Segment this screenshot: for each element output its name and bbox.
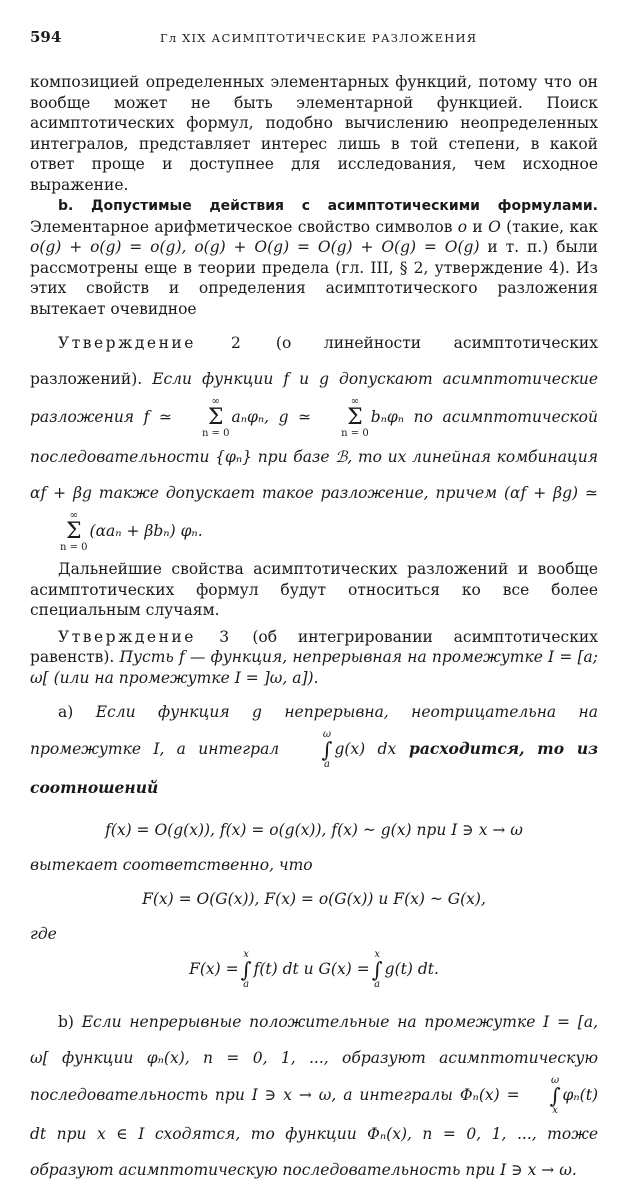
statement-3-label: Утверждение 3	[58, 627, 232, 646]
page-number: 594	[30, 28, 62, 46]
page-body	[30, 72, 598, 1188]
item-a-text-1: Если функция g непрерывна, неотрицательна на промежутке I, а интеграл	[30, 703, 598, 758]
statement-2-term-3: (αaₙ + βbₙ) φₙ.	[89, 522, 203, 540]
integral-symbol: ω ∫ x	[549, 1075, 561, 1116]
statement-2-g: g ≃	[269, 408, 312, 426]
statement-3	[30, 627, 598, 689]
section-b-formula: o(g) + o(g) = o(g), o(g) + O(g) = O(g) + O(g) = O(g)	[30, 238, 480, 256]
formula-definitions: F(x) = x ∫ a f(t) dt и G(x) = x ∫ a g(t) dt.	[189, 949, 439, 990]
statement-2-f: f ≃	[143, 408, 172, 426]
section-b-paragraph	[30, 195, 598, 319]
item-b-prefix: b)	[58, 1013, 82, 1031]
formula-relations: f(x) = O(g(x)), f(x) = o(g(x)), f(x) ~ g(x) при I ∋ x → ω	[105, 821, 523, 839]
statement-3-paren: (об интегрировании асимптотических равенств).	[30, 627, 598, 666]
sum-symbol: ∞ Σ n = 0	[201, 396, 230, 439]
statement-2-term-1: aₙφₙ,	[231, 408, 270, 426]
paragraph-1: композицией определенных элементарных функций, потому что он вообще может не быть элементарной функцией. Поиск асимптотических формул, подобно вычислению неопределенных интегралов, представляет интерес лишь в той степени, в какой ответ проще и доступнее для исследования, чем исходное выражение.	[30, 73, 598, 194]
sum-symbol: ∞ Σ n = 0	[341, 396, 369, 439]
item-b	[30, 1004, 598, 1188]
statement-2	[30, 325, 598, 553]
text-and: и	[467, 217, 489, 236]
item-a-text-2: g(x) dx	[334, 740, 397, 758]
sum-symbol: ∞ Σ n = 0	[60, 510, 88, 553]
statement-2-text-2: по асимптотической последовательности {φₙ} при базе ℬ, то их линейная комбинация αf + βg также допускает такое разложение, причем (αf + βg) ≃	[30, 408, 599, 502]
statement-3-text: Пусть f — функция, непрерывная на промежутке I = [a; ω[ (или на промежутке I = ]ω, a]).	[30, 648, 599, 687]
integral-symbol: x ∫ a	[371, 949, 383, 990]
item-a-diverges: расходится, то из соотношений	[30, 739, 598, 797]
section-b-text-2: (такие, как	[500, 217, 599, 236]
symbol-o: o	[457, 217, 468, 236]
item-a	[30, 694, 598, 806]
item-b-text-2: φₙ(t) dt при x ∈ I сходятся, то функции Φₙ(x), n = 0, 1, ..., тоже образуют асимптотическую последовательность при I ∋ x → ω.	[30, 1086, 598, 1179]
integral-symbol: ω ∫ a	[321, 729, 333, 770]
item-a-prefix: a)	[58, 703, 96, 721]
running-title: Гл XIX АСИМПТОТИЧЕСКИЕ РАЗЛОЖЕНИЯ	[160, 31, 478, 45]
section-b-heading: b. Допустимые действия с асимптотическими формулами.	[58, 198, 598, 214]
where-text: где	[30, 924, 57, 943]
statement-2-paren: (о линейности асимптотических разложений).	[30, 334, 598, 388]
symbol-O: O	[488, 217, 501, 236]
follows-text: вытекает соответственно, что	[30, 855, 313, 874]
integral-symbol: x ∫ a	[240, 949, 252, 990]
statement-2-term-2: bₙφₙ	[370, 408, 405, 426]
statement-2-label: Утверждение 2	[58, 334, 244, 352]
formula-conclusions: F(x) = O(G(x)), F(x) = o(G(x)) и F(x) ~ G(x),	[142, 890, 486, 908]
section-b-text-1: Элементарное арифметическое свойство символов	[30, 217, 458, 236]
paragraph-further: Дальнейшие свойства асимптотических разложений и вообще асимптотических формул будут относиться ко все более специальным случаям.	[30, 560, 598, 619]
statement-2-text-1: Если функции f и g допускают асимптотические разложения	[30, 370, 598, 426]
item-b-text-1: Если непрерывные положительные на промежутке I = [a, ω[ функции φₙ(x), n = 0, 1, ..., образуют асимптотическую последовательность при I ∋ x → ω, а интегралы Φₙ(x) =	[30, 1013, 598, 1104]
section-b-text-3: и т. п.) были рассмотрены еще в теории предела (гл. III, § 2, утверждение 4). Из этих свойств и определения асимптотического разложения вытекает очевидное	[30, 238, 598, 318]
